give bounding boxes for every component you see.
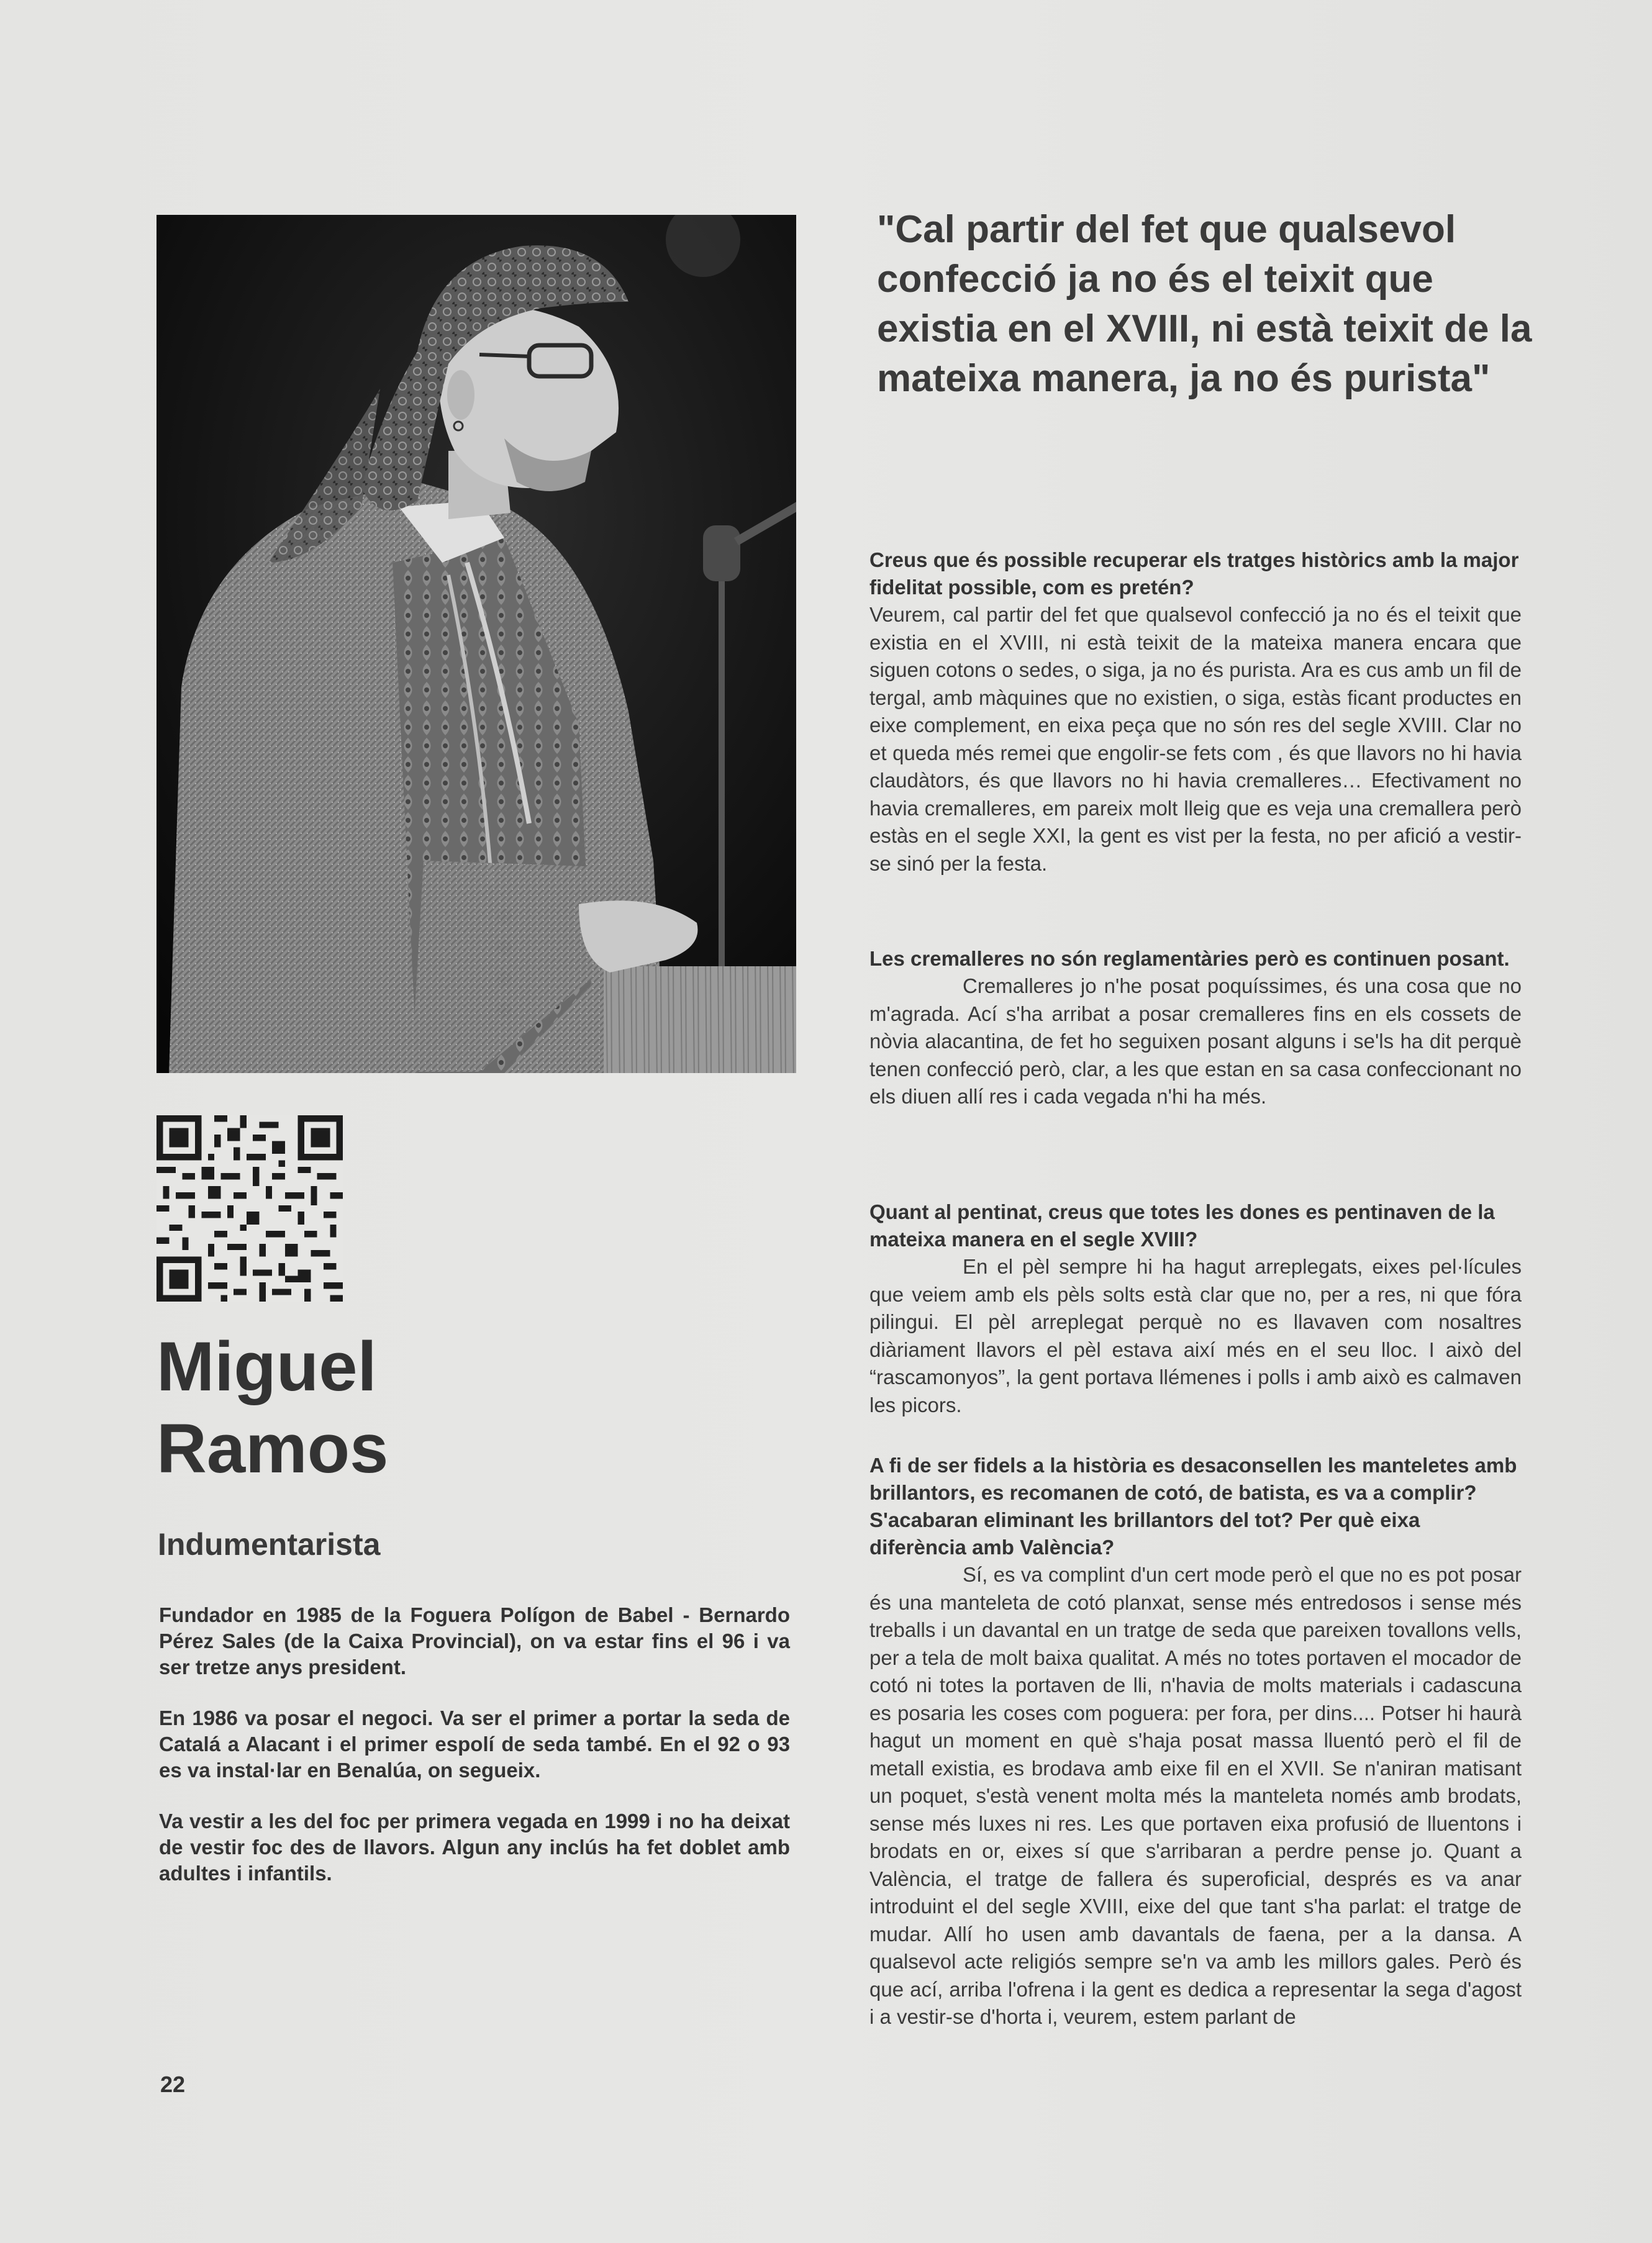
qr-code-icon <box>157 1115 343 1302</box>
interview-answer: En el pèl sempre hi ha hagut arreplegats, eixes pel·lícules que veiem amb els pèls solts està clar que no, per a res, ni que fóra pilingui. El pèl arreplegat perquè no es llavaven com nosaltres diàriament llavors el pèl estava així més en el seu lloc. I això del “rascamonyos”, la gent portava llémenes i polls i amb això es calmaven les picors. <box>869 1255 1522 1416</box>
interview-question: Creus que és possible recuperar els tratges històrics amb la major fidelitat possible, com es pretén? <box>869 548 1519 599</box>
interview-question: Quant al pentinat, creus que totes les dones es pentinaven de la mateixa manera en el segle XVIII? <box>869 1200 1495 1251</box>
interview-answer: Veurem, cal partir del fet que qualsevol confecció ja no és el teixit que existia en el XVIII, ni està teixit de la mateixa manera encara que siguen cotons o sedes, o siga, ja no és purista. Ara es cus amb un fil de tergal, amb màquines que no existien, o siga, estàs ficant productes en eixe complement, en eixa peça que no són res del segle XVIII. Clar no et queda més remei que engolir-se fets com , és que llavors no hi havia claudàtors, és que llavors no hi havia cremalleres… Efectivament no havia cremalleres, em pareix molt lleig que es veja una cremallera però estàs en el segle XXI, la gent es vist per la festa, no per afició a vestir-se sinó per la festa. <box>869 603 1522 875</box>
qa-block <box>869 945 1522 1111</box>
interviewee-role: Indumentarista <box>158 1527 381 1562</box>
first-name: Miguel <box>157 1328 377 1405</box>
qa-block <box>869 1452 1522 2031</box>
page-number: 22 <box>160 2072 186 2097</box>
bio-paragraph: Va vestir a les del foc per primera vegada en 1999 i no ha deixat de vestir foc des de llavors. Algun any inclús ha fet doblet amb adultes i infantils. <box>159 1810 790 1885</box>
portrait-image <box>157 215 796 1073</box>
qr-code[interactable] <box>157 1115 343 1302</box>
bio-paragraph: Fundador en 1985 de la Foguera Polígon de Babel - Bernardo Pérez Sales (de la Caixa Provincial), on va estar fins el 96 i va ser tretze anys president. <box>159 1603 790 1679</box>
interview-question: Les cremalleres no són reglamentàries però es continuen posant. <box>869 947 1510 970</box>
last-name: Ramos <box>157 1410 389 1487</box>
biography <box>159 1602 790 1911</box>
qa-block <box>869 546 1522 877</box>
interviewee-name <box>157 1326 388 1490</box>
interview-answer: Cremalleres jo n'he posat poquíssimes, és una cosa que no m'agrada. Ací s'ha arribat a posar cremalleres fins en els cossets de nòvia alacantina, de fet ho seguixen posant alguns i se'ls ha dit perquè tenen confecció però, clar, a les que estan en sa casa confeccionant no els diuen allí res i cada vegada n'hi ha més. <box>869 974 1522 1108</box>
qa-block <box>869 1199 1522 1419</box>
interview-answer: Sí, es va complint d'un cert mode però el que no es pot posar és una manteleta de cotó planxat, sense més entredosos i sense més treballs i un davantal en un tratge de seda que pareixen tovallons vells, per a tela de molt baixa qualitat. A més no totes portaven el mocador de cotó ni totes la portaven de lli, n'havia de molts materials i cadascuna es posaria les coses com poguera: per fora, per dins.... Potser hi haurà hagut un moment en què s'haja posat massa lluentó però el fil de metall existia, es brodava amb eixe fil en el XVII. Se n'aniran matisant un poquet, s'està venent molta més la manteleta només amb brodats, sense més luxes ni res. Les que portaven eixa profusió de lluentons i brodats en or, eixes sí que s'arribaran a perdre pense jo. Quant a València, el tratge de fallera és superoficial, després es va anar introduint el del segle XVIII, eixe del que tant s'ha parlat: el tratge de mudar. Allí ho usen amb davantals de faena, per a la dansa. A qualsevol acte religiós sempre se'n va amb les millors gales. Però és que ací, arriba l'ofrena i la gent es dedica a representar la sega d'agost i a vestir-se d'horta i, veurem, estem parlant de <box>869 1563 1522 2028</box>
bio-paragraph: En 1986 va posar el negoci. Va ser el primer a portar la seda de Catalá a Alacant i el primer espolí de seda també. En el 92 o 93 es va instal·lar en Benalúa, on segueix. <box>159 1706 790 1782</box>
portrait-photo <box>157 215 796 1073</box>
interview-question: A fi de ser fidels a la història es desaconsellen les manteletes amb brillantors, es recomanen de cotó, de batista, es va a complir? S'acabaran eliminant les brillantors del tot? Per què eixa diferència amb València? <box>869 1454 1517 1559</box>
pull-quote: "Cal partir del fet que qualsevol confecció ja no és el teixit que existia en el XVIII, ni està teixit de la mateixa manera, ja no és purista" <box>877 208 1532 400</box>
